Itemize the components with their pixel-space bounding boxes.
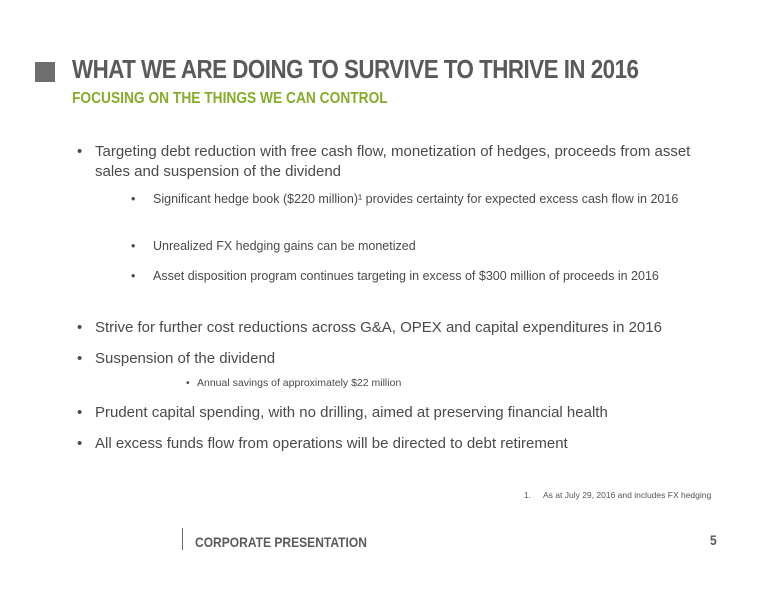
bullet-icon: • xyxy=(77,143,83,160)
bullet-text: Targeting debt reduction with free cash flow, monetization of hedges, proceeds from asset sales and suspension of the dividend xyxy=(95,143,691,181)
bullet-prudent-spending xyxy=(77,403,717,423)
bullet-icon: • xyxy=(77,404,83,421)
bullet-dividend-suspension xyxy=(77,349,697,369)
page-subtitle: FOCUSING ON THE THINGS WE CAN CONTROL xyxy=(72,90,388,107)
bullet-icon: • xyxy=(131,239,136,253)
bullet-icon: • xyxy=(186,377,190,389)
bullet-text: All excess funds flow from operations will be directed to debt retirement xyxy=(95,435,568,452)
sub-bullet-asset-disposition xyxy=(131,268,691,285)
sub-bullet-fx-gains xyxy=(131,238,691,255)
page-title: WHAT WE ARE DOING TO SURVIVE TO THRIVE IN 2016 xyxy=(72,54,639,84)
bullet-icon: • xyxy=(77,350,83,367)
bullet-icon: • xyxy=(77,435,83,452)
bullet-icon: • xyxy=(131,269,136,283)
sub-bullet-annual-savings xyxy=(186,376,586,390)
bullet-icon: • xyxy=(77,319,83,336)
bullet-debt-reduction xyxy=(77,142,697,183)
footnote xyxy=(524,490,711,500)
bullet-text: Annual savings of approximately $22 million xyxy=(197,377,402,389)
bullet-text: Prudent capital spending, with no drilling, aimed at preserving financial health xyxy=(95,404,608,421)
title-square-icon xyxy=(35,62,55,82)
page-number: 5 xyxy=(710,532,717,548)
bullet-icon: • xyxy=(131,192,136,206)
footnote-text: As at July 29, 2016 and includes FX hedging xyxy=(543,490,712,500)
footer-divider xyxy=(182,528,183,550)
bullet-debt-retirement xyxy=(77,434,697,454)
bullet-text: Strive for further cost reductions across G&A, OPEX and capital expenditures in 2016 xyxy=(95,319,662,336)
sub-bullet-hedge-book xyxy=(131,191,691,208)
bullet-text: Asset disposition program continues targeting in excess of $300 million of proceeds in 2016 xyxy=(153,269,659,283)
footer-label: CORPORATE PRESENTATION xyxy=(195,534,367,550)
bullet-text: Unrealized FX hedging gains can be monetized xyxy=(153,239,416,253)
bullet-text: Significant hedge book ($220 million)¹ provides certainty for expected excess cash flow in 2016 xyxy=(153,192,679,206)
bullet-cost-reductions xyxy=(77,318,717,338)
bullet-text: Suspension of the dividend xyxy=(95,350,276,367)
footnote-number: 1. xyxy=(524,490,532,500)
